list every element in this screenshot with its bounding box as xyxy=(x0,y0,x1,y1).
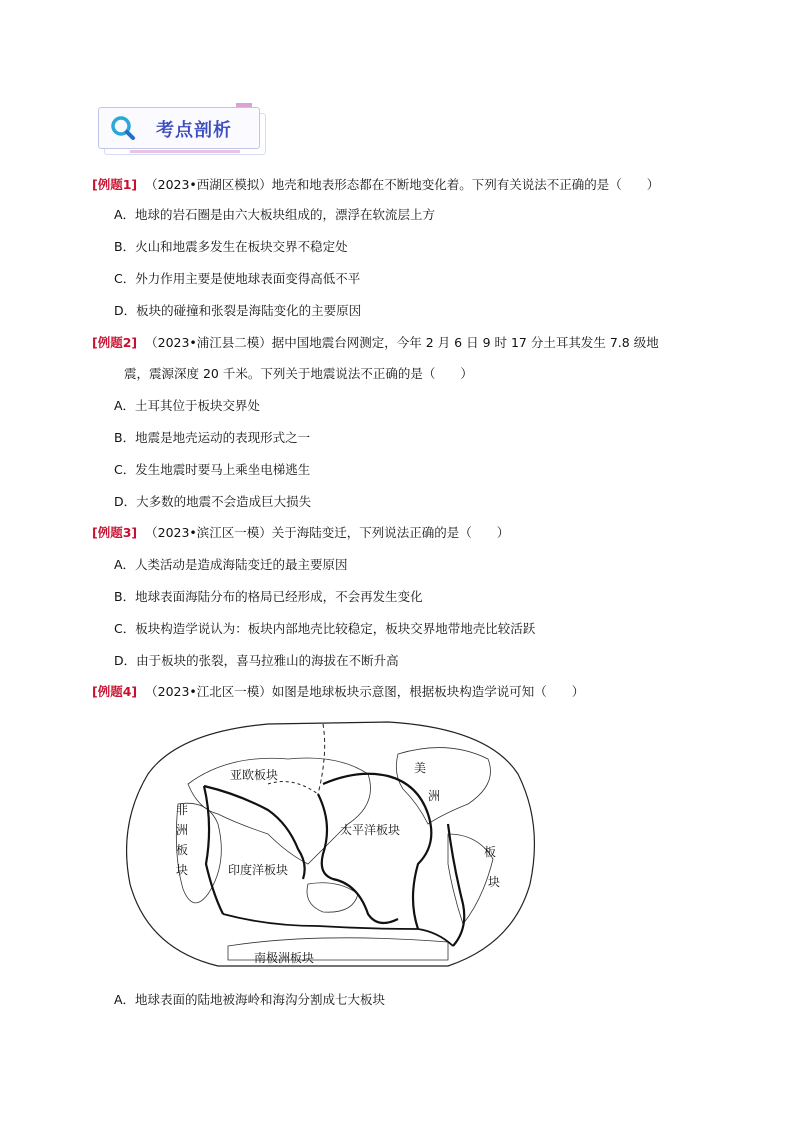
section-title: 考点剖析 xyxy=(156,120,232,141)
question-1-option-d: D．板块的碰撞和张裂是海陆变化的主要原因 xyxy=(114,303,362,318)
question-text: （2023•江北区一模）如图是地球板块示意图，根据板块构造学说可知（ ） xyxy=(145,684,585,699)
question-2-option-a: A．土耳其位于板块交界处 xyxy=(114,398,261,413)
label-africa-3: 板 xyxy=(176,843,189,857)
question-tag: [例题2] xyxy=(92,335,138,350)
label-america-2: 洲 xyxy=(428,789,441,803)
question-1-option-c: C．外力作用主要是使地球表面变得高低不平 xyxy=(114,271,361,286)
label-eurasian-plate: 亚欧板块 xyxy=(230,768,279,782)
question-4-stem xyxy=(92,684,584,700)
dashed-boundary xyxy=(268,782,318,794)
plate-boundary xyxy=(204,786,223,914)
plate-boundary xyxy=(323,774,431,929)
label-pacific-plate: 太平洋板块 xyxy=(340,823,401,837)
question-3-option-a: A．人类活动是造成海陆变迁的最主要原因 xyxy=(114,557,348,572)
question-1-option-a: A．地球的岩石圈是由六大板块组成的，漂浮在软流层上方 xyxy=(114,207,436,222)
question-3-option-d: D．由于板块的张裂，喜马拉雅山的海拔在不断升高 xyxy=(114,653,399,668)
header-decoration xyxy=(236,103,252,107)
continent-eurasia xyxy=(188,758,371,864)
question-2-stem-continued: 震，震源深度 20 千米。下列关于地震说法不正确的是（ ） xyxy=(124,366,473,381)
tectonic-plate-map xyxy=(118,714,538,974)
label-indian-ocean-plate: 印度洋板块 xyxy=(228,863,289,877)
question-4-option-a: A．地球表面的陆地被海岭和海沟分割成七大板块 xyxy=(114,992,386,1007)
question-tag: [例题3] xyxy=(92,525,138,540)
question-2-option-c: C．发生地震时要马上乘坐电梯逃生 xyxy=(114,462,311,477)
question-text: （2023•滨江区一模）关于海陆变迁，下列说法正确的是（ ） xyxy=(145,525,510,540)
question-1-option-b: B．火山和地震多发生在板块交界不稳定处 xyxy=(114,239,348,254)
label-america-4: 块 xyxy=(488,875,501,889)
question-tag: [例题1] xyxy=(92,177,138,192)
header-decoration xyxy=(130,150,240,153)
question-3-stem xyxy=(92,525,509,541)
question-2-option-d: D．大多数的地震不会造成巨大损失 xyxy=(114,494,312,509)
question-3-option-b: B．地球表面海陆分布的格局已经形成，不会再发生变化 xyxy=(114,589,423,604)
label-africa-4: 块 xyxy=(176,863,189,877)
question-2-stem xyxy=(92,335,659,351)
continent-north-america xyxy=(396,748,490,824)
label-america-1: 美 xyxy=(414,761,427,775)
section-header xyxy=(98,107,266,153)
question-text: （2023•西湖区模拟）地壳和地表形态都在不断地变化着。下列有关说法不正确的是（ ） xyxy=(145,177,660,192)
label-america-3: 板 xyxy=(484,845,497,859)
plate-boundary xyxy=(318,794,401,923)
label-antarctic-plate: 南极洲板块 xyxy=(254,951,315,965)
question-3-option-c: C．板块构造学说认为：板块内部地壳比较稳定，板块交界地带地壳比较活跃 xyxy=(114,621,536,636)
question-tag: [例题4] xyxy=(92,684,138,699)
magnifier-icon xyxy=(110,115,136,141)
plate-boundary xyxy=(448,824,464,946)
plate-boundary xyxy=(223,914,453,946)
label-africa-1: 非 xyxy=(176,803,189,817)
label-africa-2: 洲 xyxy=(176,823,189,837)
question-1-stem xyxy=(92,177,659,193)
question-text: （2023•浦江县二模）据中国地震台网测定，今年 2 月 6 日 9 时 17 分土耳其发生 7.8 级地 xyxy=(145,335,659,350)
question-2-option-b: B．地震是地壳运动的表现形式之一 xyxy=(114,430,311,445)
